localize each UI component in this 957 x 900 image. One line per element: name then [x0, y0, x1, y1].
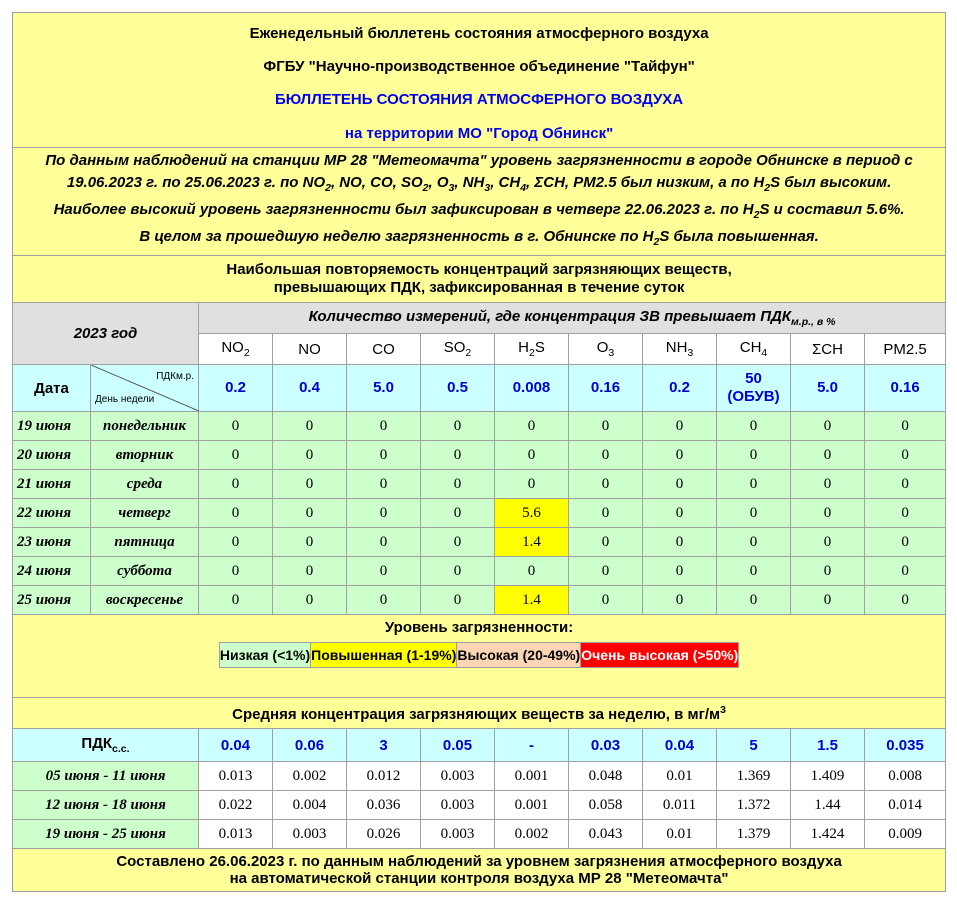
legend — [13, 615, 946, 698]
legend-row — [13, 615, 946, 698]
pollutant-sub: 2 — [243, 347, 250, 359]
day-value: 0 — [273, 441, 347, 470]
summary-paragraph-1: По данным наблюдений на станции МР 28 "Метеомачта" уровень загрязненности в городе Обнинске в период с 19.06.2023 г. по 25.06.2023 г. по $NO_2$, NO, CO, $SO_2$, $O_3$, $NH_3$, $CH_4$, ΣCH, PM2.5 был низким, а по $H_2S$ был высоким. — [45, 152, 913, 194]
pdk-mr-value: 5.0 — [791, 365, 865, 412]
day-value: 0 — [421, 499, 495, 528]
pollutant-header — [421, 334, 495, 365]
table-row — [13, 557, 946, 586]
day-value: 0 — [791, 441, 865, 470]
pollutant-base: SO — [443, 339, 466, 356]
week-value: 0.022 — [199, 791, 273, 820]
week-value: 0.001 — [495, 791, 569, 820]
day-value: 0 — [273, 412, 347, 441]
pollutant-sub: 2 — [528, 347, 535, 359]
day-value: 0 — [199, 499, 273, 528]
day-value: 0 — [569, 412, 643, 441]
week-label: 12 июня - 18 июня — [13, 791, 199, 820]
day-value: 0 — [643, 499, 717, 528]
day-value: 0 — [495, 557, 569, 586]
day-value: 0 — [791, 412, 865, 441]
day-value: 0 — [717, 470, 791, 499]
day-value: 0 — [347, 528, 421, 557]
week-value: 1.44 — [791, 791, 865, 820]
day-of-week: четверг — [91, 499, 199, 528]
week-value: 0.036 — [347, 791, 421, 820]
legend-item: Повышенная (1-19%) — [311, 643, 457, 668]
day-value: 1.4 — [495, 528, 569, 557]
day-value: 0 — [717, 441, 791, 470]
summary-paragraph-3: В целом за прошедшую неделю загрязненность в г. Обнинске по $H_2S$ была повышенная. — [139, 228, 819, 248]
day-value: 0 — [569, 557, 643, 586]
summary-paragraph-2: Наиболее высокий уровень загрязненности был зафиксирован в четверг 22.06.2023 г. по $H_2S$ и составил 5.6%. — [53, 201, 905, 221]
pdk-mr-value: 0.2 — [643, 365, 717, 412]
day-value: 0 — [569, 586, 643, 615]
pollutant-header — [495, 334, 569, 365]
legend-title: Уровень загрязненности: — [384, 619, 574, 636]
day-value: 0 — [347, 470, 421, 499]
day-value: 0 — [199, 470, 273, 499]
day-value: 0 — [717, 586, 791, 615]
day-value: 0 — [865, 528, 946, 557]
pdk-ss-value: 0.06 — [273, 729, 347, 762]
week-value: 0.002 — [495, 820, 569, 849]
legend-item: Высокая (20-49%) — [457, 643, 581, 668]
pdk-mr-value: 5.0 — [347, 365, 421, 412]
day-value: 0 — [347, 412, 421, 441]
week-value: 0.01 — [643, 820, 717, 849]
day-value: 0 — [643, 470, 717, 499]
pdk-ss-value: 1.5 — [791, 729, 865, 762]
table-row — [13, 499, 946, 528]
week-row — [13, 820, 946, 849]
diag-bottom-label: День недели — [95, 394, 155, 405]
week-value: 0.043 — [569, 820, 643, 849]
pdk-mr-value: 0.008 — [495, 365, 569, 412]
day-value: 0 — [791, 586, 865, 615]
day-value: 0 — [643, 586, 717, 615]
header-line-1: Еженедельный бюллетень состояния атмосферного воздуха — [249, 25, 709, 42]
day-value: 0 — [791, 528, 865, 557]
day-value: 0 — [717, 557, 791, 586]
pollutant-header — [865, 334, 946, 365]
pdk-ss-label — [13, 729, 199, 762]
week-value: 0.003 — [273, 820, 347, 849]
pollutant-base: NH — [665, 339, 688, 356]
day-value: 0 — [865, 499, 946, 528]
week-value: 0.01 — [643, 762, 717, 791]
day-date: 20 июня — [13, 441, 91, 470]
day-of-week: понедельник — [91, 412, 199, 441]
pollutant-sub: 4 — [761, 347, 768, 359]
week-value: 1.372 — [717, 791, 791, 820]
pollutant-sub: 3 — [687, 347, 694, 359]
section2-title-sup: 3 — [720, 703, 726, 716]
day-date: 22 июня — [13, 499, 91, 528]
week-value: 0.026 — [347, 820, 421, 849]
day-value: 0 — [273, 499, 347, 528]
pdk-mr-value: 0.2 — [199, 365, 273, 412]
day-value: 0 — [421, 441, 495, 470]
day-value: 0 — [273, 470, 347, 499]
pdk-ss-row — [13, 729, 946, 762]
week-row — [13, 791, 946, 820]
footer-line-2: на автоматической станции контроля воздуха МР 28 "Метеомачта" — [229, 870, 729, 887]
day-value: 0 — [495, 441, 569, 470]
pollutant-base: NO — [298, 340, 321, 358]
day-value: 0 — [643, 412, 717, 441]
day-value: 0 — [421, 586, 495, 615]
pollutant-header — [347, 334, 421, 365]
day-value: 0 — [273, 557, 347, 586]
week-label: 05 июня - 11 июня — [13, 762, 199, 791]
table-row — [13, 470, 946, 499]
day-value: 0 — [421, 470, 495, 499]
pollutant-base: ΣCH — [812, 340, 843, 358]
week-value: 1.424 — [791, 820, 865, 849]
day-value: 0 — [569, 441, 643, 470]
day-value: 0 — [717, 499, 791, 528]
pollutant-sub: 3 — [608, 347, 615, 359]
week-value: 0.002 — [273, 762, 347, 791]
day-value: 0 — [199, 528, 273, 557]
pollutant-base: CH — [739, 339, 762, 356]
day-value: 0 — [347, 557, 421, 586]
week-value: 0.013 — [199, 820, 273, 849]
day-value: 5.6 — [495, 499, 569, 528]
pdk-ss-label-sub: с.с. — [112, 743, 130, 755]
day-value: 0 — [717, 528, 791, 557]
day-value: 0 — [643, 557, 717, 586]
pollutant-header — [569, 334, 643, 365]
diag-header — [91, 365, 199, 412]
pdk-mr-value: 0.4 — [273, 365, 347, 412]
day-value: 1.4 — [495, 586, 569, 615]
day-value: 0 — [199, 586, 273, 615]
day-value: 0 — [865, 412, 946, 441]
day-value: 0 — [865, 470, 946, 499]
week-value: 1.379 — [717, 820, 791, 849]
pdk-mr-value: 0.16 — [569, 365, 643, 412]
day-value: 0 — [643, 528, 717, 557]
count-header: Количество измерений, где концентрация ЗВ превышает $ПДК_{м.р., в \%}$ — [199, 303, 946, 334]
day-value: 0 — [421, 412, 495, 441]
pollutant-base: O — [596, 339, 609, 356]
footer-row — [13, 849, 946, 892]
header-line-3: БЮЛЛЕТЕНЬ СОСТОЯНИЯ АТМОСФЕРНОГО ВОЗДУХА — [275, 91, 684, 108]
day-value: 0 — [421, 557, 495, 586]
day-date: 21 июня — [13, 470, 91, 499]
table-row — [13, 412, 946, 441]
day-value: 0 — [273, 586, 347, 615]
week-value: 1.409 — [791, 762, 865, 791]
day-value: 0 — [791, 499, 865, 528]
day-value: 0 — [421, 528, 495, 557]
week-value: 0.058 — [569, 791, 643, 820]
table-row — [13, 586, 946, 615]
week-value: 0.003 — [421, 820, 495, 849]
footer-line-1: Составлено 26.06.2023 г. по данным наблюдений за уровнем загрязнения атмосферного воздуха — [116, 853, 842, 870]
day-value: 0 — [569, 499, 643, 528]
section2-title-text: Средняя концентрация загрязняющих веществ за неделю, в мг/м — [232, 705, 721, 723]
week-value: 0.013 — [199, 762, 273, 791]
day-value: 0 — [569, 470, 643, 499]
week-value: 0.003 — [421, 791, 495, 820]
day-value: 0 — [643, 441, 717, 470]
day-value: 0 — [717, 412, 791, 441]
day-value: 0 — [199, 441, 273, 470]
day-of-week: суббота — [91, 557, 199, 586]
pdk-mr-value: 0.5 — [421, 365, 495, 412]
pdk-ss-value: 0.03 — [569, 729, 643, 762]
pollutant-sub: 2 — [465, 347, 472, 359]
week-value: 0.012 — [347, 762, 421, 791]
pdk-ss-value: 0.035 — [865, 729, 946, 762]
week-value: 0.004 — [273, 791, 347, 820]
table-row — [13, 528, 946, 557]
legend-item: Низкая (<1%) — [219, 643, 310, 668]
day-value: 0 — [495, 412, 569, 441]
pdk-ss-value: 3 — [347, 729, 421, 762]
week-value: 0.011 — [643, 791, 717, 820]
day-of-week: пятница — [91, 528, 199, 557]
day-date: 23 июня — [13, 528, 91, 557]
day-date: 19 июня — [13, 412, 91, 441]
week-value: 0.009 — [865, 820, 946, 849]
day-value: 0 — [865, 586, 946, 615]
day-value: 0 — [865, 557, 946, 586]
day-of-week: воскресенье — [91, 586, 199, 615]
pdk-ss-value: 0.05 — [421, 729, 495, 762]
pdk-ss-value: 0.04 — [643, 729, 717, 762]
day-value: 0 — [347, 441, 421, 470]
bulletin — [12, 12, 945, 892]
pdk-ss-value: - — [495, 729, 569, 762]
day-value: 0 — [495, 470, 569, 499]
section2-title — [13, 698, 946, 729]
week-value: 0.014 — [865, 791, 946, 820]
footer — [13, 849, 946, 892]
week-value: 1.369 — [717, 762, 791, 791]
year-label: 2023 год — [13, 303, 199, 365]
pollutant-base: CO — [372, 340, 395, 358]
week-label: 19 июня - 25 июня — [13, 820, 199, 849]
diag-top-label: ПДКм.р. — [156, 371, 194, 382]
header-line-4: на территории МО "Город Обнинск" — [344, 125, 614, 142]
day-date: 25 июня — [13, 586, 91, 615]
day-of-week: вторник — [91, 441, 199, 470]
header-line-2: ФГБУ "Научно-производственное объединение "Тайфун" — [263, 58, 695, 75]
pollutant-header — [643, 334, 717, 365]
pdk-ss-value: 5 — [717, 729, 791, 762]
pollutant-header — [199, 334, 273, 365]
week-value: 0.008 — [865, 762, 946, 791]
day-value: 0 — [569, 528, 643, 557]
pdk-mr-value: 0.16 — [865, 365, 946, 412]
pollutant-base: PM2.5 — [883, 340, 927, 358]
day-date: 24 июня — [13, 557, 91, 586]
pollutant-base: NO — [221, 339, 244, 356]
pollutant-header — [717, 334, 791, 365]
pollutant-header — [273, 334, 347, 365]
legend-item: Очень высокая (>50%) — [581, 643, 739, 668]
bulletin-table — [12, 12, 946, 892]
pdk-ss-label-text: ПДК — [81, 735, 113, 752]
table-row — [13, 441, 946, 470]
week-value: 0.003 — [421, 762, 495, 791]
pollutant-header — [791, 334, 865, 365]
pdk-mr-value: 50 (ОБУВ) — [717, 365, 791, 412]
day-value: 0 — [791, 470, 865, 499]
section1-title: Наибольшая повторяемость концентраций загрязняющих веществ, превышающих ПДК, зафиксированная в течение суток — [13, 256, 946, 303]
week-value: 0.048 — [569, 762, 643, 791]
day-value: 0 — [347, 499, 421, 528]
week-row — [13, 762, 946, 791]
day-value: 0 — [347, 586, 421, 615]
week-value: 0.001 — [495, 762, 569, 791]
summary — [13, 148, 946, 256]
pollutant-base: H — [518, 339, 529, 356]
pdk-ss-value: 0.04 — [199, 729, 273, 762]
section2-title-row — [13, 698, 946, 729]
day-value: 0 — [273, 528, 347, 557]
legend-box — [219, 642, 739, 668]
day-value: 0 — [199, 557, 273, 586]
day-value: 0 — [865, 441, 946, 470]
day-value: 0 — [791, 557, 865, 586]
day-of-week: среда — [91, 470, 199, 499]
day-value: 0 — [199, 412, 273, 441]
pollutant-tail: S — [534, 339, 545, 356]
date-label: Дата — [13, 365, 91, 412]
